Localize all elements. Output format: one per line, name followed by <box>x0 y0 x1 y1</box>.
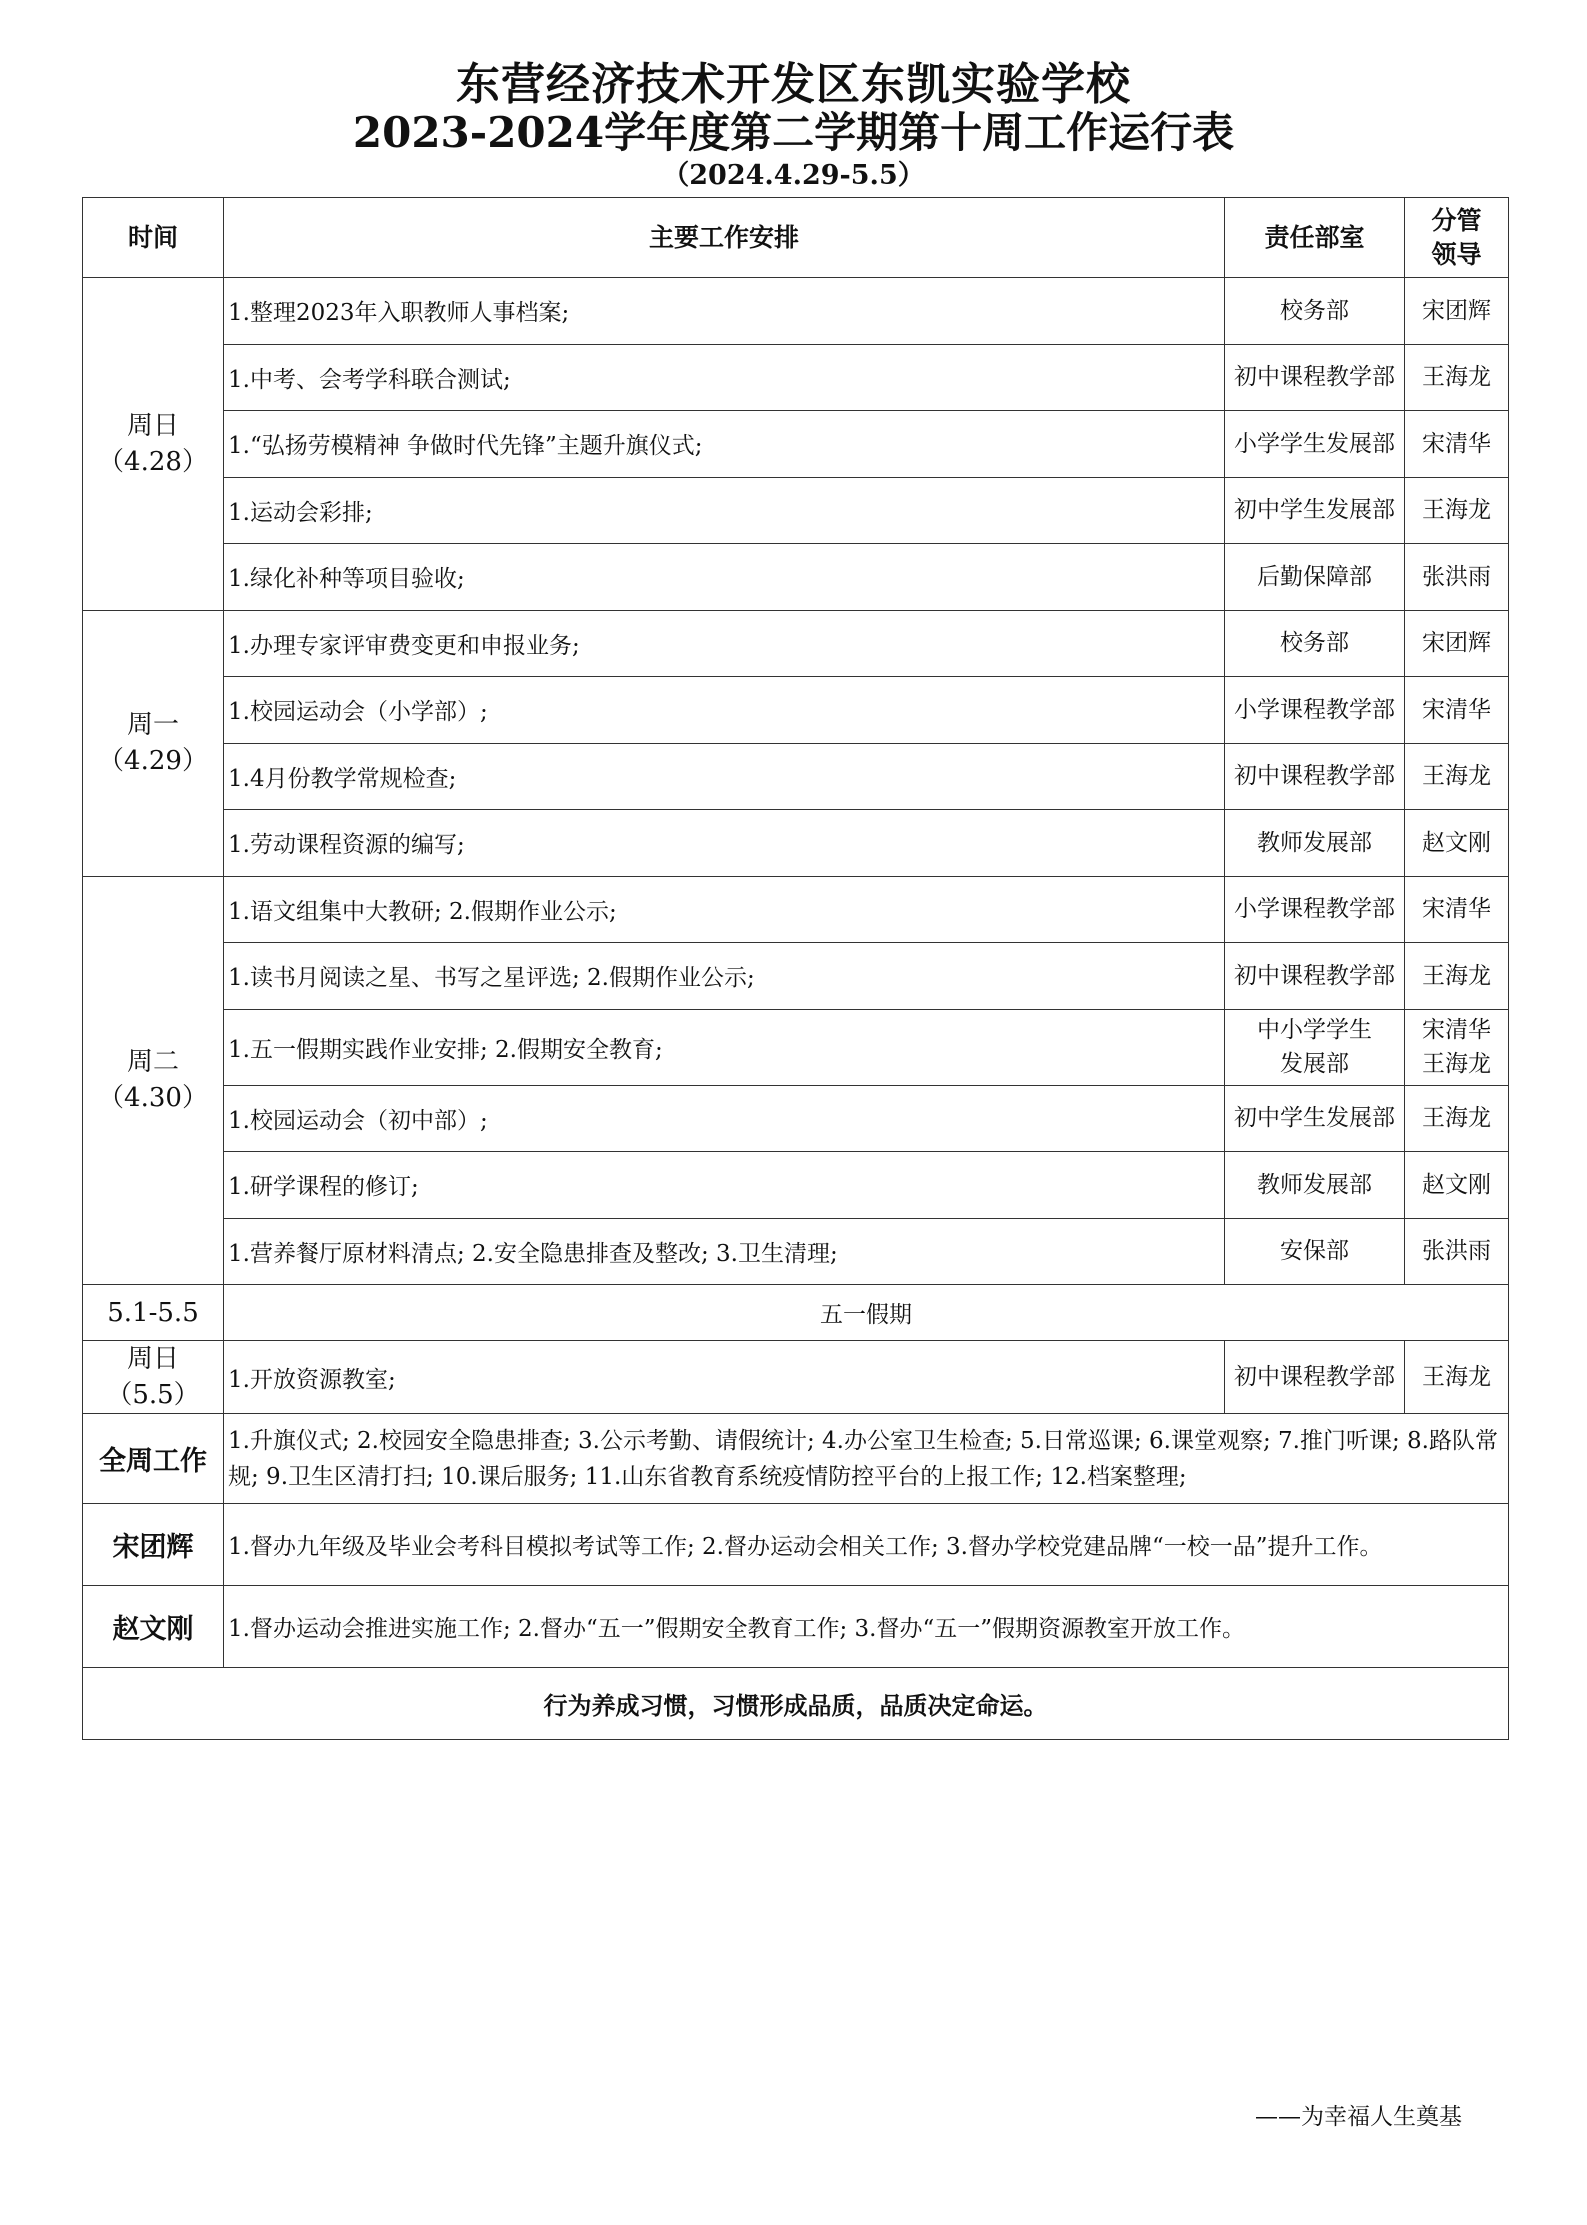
motto-row <box>83 1668 1509 1740</box>
dept-cell: 安保部 <box>1225 1218 1405 1285</box>
table-row <box>83 544 1509 611</box>
day-date: （4.28） <box>98 446 208 477</box>
leader-name: 宋团辉 <box>83 1504 224 1586</box>
dept-cell: 后勤保障部 <box>1225 544 1405 611</box>
leader-cell: 王海龙 <box>1405 1085 1509 1152</box>
dept-cell: 初中学生发展部 <box>1225 1085 1405 1152</box>
holiday-row <box>83 1285 1509 1341</box>
leader-cell <box>1405 1009 1509 1085</box>
leader-cell: 宋清华 <box>1405 411 1509 478</box>
dept-cell: 初中课程教学部 <box>1225 1341 1405 1414</box>
all-week-label: 全周工作 <box>83 1414 224 1504</box>
task-cell: 1.研学课程的修订; <box>224 1152 1225 1219</box>
header-leader-line1: 分管 <box>1431 205 1482 235</box>
table-row <box>83 677 1509 744</box>
schedule-table <box>82 197 1509 1740</box>
table-row <box>83 1152 1509 1219</box>
dept-cell <box>1225 1009 1405 1085</box>
dept-cell-line: 发展部 <box>1280 1051 1349 1077</box>
leader-cell: 宋团辉 <box>1405 278 1509 345</box>
header-dept: 责任部室 <box>1225 198 1405 278</box>
table-header-row <box>83 198 1509 278</box>
table-row <box>83 477 1509 544</box>
dept-cell: 校务部 <box>1225 610 1405 677</box>
table-row <box>83 876 1509 943</box>
table-row <box>83 411 1509 478</box>
leader-cell: 王海龙 <box>1405 943 1509 1010</box>
task-cell: 1.校园运动会（初中部）; <box>224 1085 1225 1152</box>
dept-cell-line: 中小学学生 <box>1257 1017 1372 1043</box>
task-cell: 1.读书月阅读之星、书写之星评选; 2.假期作业公示; <box>224 943 1225 1010</box>
task-cell: 1.劳动课程资源的编写; <box>224 810 1225 877</box>
leader-duties: 1.督办九年级及毕业会考科目模拟考试等工作; 2.督办运动会相关工作; 3.督办学校党建品牌“一校一品”提升工作。 <box>224 1504 1509 1586</box>
all-week-text: 1.升旗仪式; 2.校园安全隐患排查; 3.公示考勤、请假统计; 4.办公室卫生检查; 5.日常巡课; 6.课堂观察; 7.推门听课; 8.路队常规; 9.卫生区清打扫; 10.课后服务; 11.山东省教育系统疫情防控平台的上报工作; 12.档案整理; <box>224 1414 1509 1504</box>
table-row <box>83 943 1509 1010</box>
leader-cell: 宋清华 <box>1405 876 1509 943</box>
task-cell: 1.五一假期实践作业安排; 2.假期安全教育; <box>224 1009 1225 1085</box>
task-cell: 1.4月份教学常规检查; <box>224 743 1225 810</box>
leader-cell: 王海龙 <box>1405 743 1509 810</box>
task-cell: 1.“弘扬劳模精神 争做时代先锋”主题升旗仪式; <box>224 411 1225 478</box>
header-task: 主要工作安排 <box>224 198 1225 278</box>
dept-cell: 小学课程教学部 <box>1225 677 1405 744</box>
holiday-label: 五一假期 <box>224 1285 1509 1341</box>
dept-cell: 初中学生发展部 <box>1225 477 1405 544</box>
task-cell: 1.整理2023年入职教师人事档案; <box>224 278 1225 345</box>
task-cell: 1.中考、会考学科联合测试; <box>224 344 1225 411</box>
table-row <box>83 1218 1509 1285</box>
table-row <box>83 743 1509 810</box>
day-date: （5.5） <box>106 1380 200 1410</box>
day-date: （4.29） <box>98 746 208 776</box>
day-date: （4.30） <box>98 1083 208 1114</box>
dept-cell: 教师发展部 <box>1225 810 1405 877</box>
table-row <box>83 1341 1509 1414</box>
day-name: 周日 <box>126 410 179 441</box>
dept-cell: 教师发展部 <box>1225 1152 1405 1219</box>
leader-duties: 1.督办运动会推进实施工作; 2.督办“五一”假期安全教育工作; 3.督办“五一”假期资源教室开放工作。 <box>224 1586 1509 1668</box>
table-row <box>83 1009 1509 1085</box>
task-cell: 1.绿化补种等项目验收; <box>224 544 1225 611</box>
leader-cell: 王海龙 <box>1405 344 1509 411</box>
footer-slogan: ——为幸福人生奠基 <box>1255 2104 1462 2130</box>
table-row <box>83 278 1509 345</box>
dept-cell: 校务部 <box>1225 278 1405 345</box>
header-leader <box>1405 198 1509 278</box>
leader-cell: 宋团辉 <box>1405 610 1509 677</box>
leader-cell: 赵文刚 <box>1405 810 1509 877</box>
task-cell: 1.校园运动会（小学部）; <box>224 677 1225 744</box>
task-cell: 1.营养餐厅原材料清点; 2.安全隐患排查及整改; 3.卫生清理; <box>224 1218 1225 1285</box>
document-title: 东营经济技术开发区东凯实验学校 <box>456 59 1131 110</box>
day-name: 周一 <box>126 710 179 740</box>
leader-cell: 张洪雨 <box>1405 544 1509 611</box>
holiday-time: 5.1-5.5 <box>83 1285 224 1341</box>
leader-cell-line: 宋清华 <box>1422 1017 1491 1043</box>
task-cell: 1.开放资源教室; <box>224 1341 1225 1414</box>
dept-cell: 小学学生发展部 <box>1225 411 1405 478</box>
dept-cell: 初中课程教学部 <box>1225 943 1405 1010</box>
motto: 行为养成习惯，习惯形成品质，品质决定命运。 <box>83 1668 1509 1740</box>
leader-row <box>83 1504 1509 1586</box>
leader-name: 赵文刚 <box>83 1586 224 1668</box>
day-cell <box>83 610 224 876</box>
leader-cell: 王海龙 <box>1405 477 1509 544</box>
day-cell <box>83 278 224 611</box>
leader-cell: 张洪雨 <box>1405 1218 1509 1285</box>
dept-cell: 初中课程教学部 <box>1225 344 1405 411</box>
all-week-row <box>83 1414 1509 1504</box>
task-cell: 1.办理专家评审费变更和申报业务; <box>224 610 1225 677</box>
leader-cell: 王海龙 <box>1405 1341 1509 1414</box>
leader-row <box>83 1586 1509 1668</box>
leader-cell: 宋清华 <box>1405 677 1509 744</box>
dept-cell: 初中课程教学部 <box>1225 743 1405 810</box>
date-range: （2024.4.29-5.5） <box>662 160 925 191</box>
table-row <box>83 344 1509 411</box>
task-cell: 1.运动会彩排; <box>224 477 1225 544</box>
header-time: 时间 <box>83 198 224 278</box>
table-row <box>83 810 1509 877</box>
table-row <box>83 610 1509 677</box>
day-cell <box>83 1341 224 1414</box>
leader-cell-line: 王海龙 <box>1422 1051 1491 1077</box>
day-name: 周二 <box>126 1047 179 1078</box>
dept-cell: 小学课程教学部 <box>1225 876 1405 943</box>
task-cell: 1.语文组集中大教研; 2.假期作业公示; <box>224 876 1225 943</box>
leader-cell: 赵文刚 <box>1405 1152 1509 1219</box>
document-subtitle: 2023-2024学年度第二学期第十周工作运行表 <box>352 108 1235 157</box>
day-name: 周日 <box>126 1344 179 1374</box>
day-cell <box>83 876 224 1285</box>
table-row <box>83 1085 1509 1152</box>
header-leader-line2: 领导 <box>1431 239 1482 269</box>
